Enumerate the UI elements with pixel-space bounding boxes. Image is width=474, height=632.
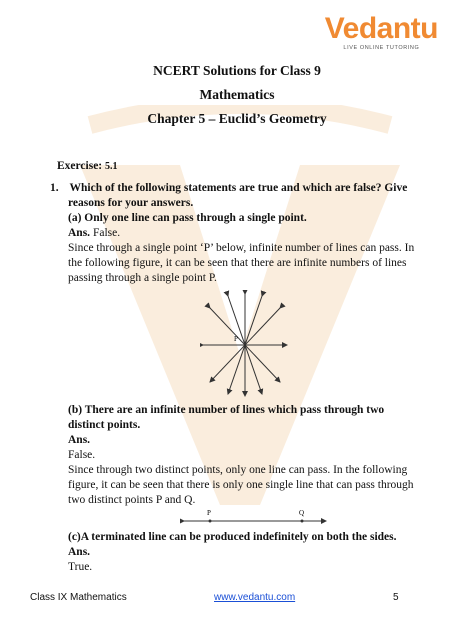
vedantu-logo bbox=[325, 14, 438, 51]
part-a-ans-label: Ans. bbox=[68, 227, 91, 239]
part-a-ans-value: False. bbox=[92, 227, 121, 239]
footer-link-wrap bbox=[214, 592, 295, 603]
subject-title: Mathematics bbox=[199, 87, 275, 102]
exercise-heading bbox=[57, 160, 118, 172]
part-c-statement: (c)A terminated line can be produced indefinitely on both the sides. bbox=[68, 531, 397, 543]
document-title: NCERT Solutions for Class 9 bbox=[153, 63, 321, 78]
lines-through-point-figure bbox=[200, 290, 290, 400]
part-b-ans-value: False. bbox=[68, 449, 96, 461]
footer-website-link[interactable]: www.vedantu.com bbox=[214, 592, 296, 603]
logo-wordmark: Vedantu bbox=[324, 12, 438, 45]
part-b-statement-line1: (b) There are an infinite number of lines which pass through two bbox=[68, 404, 385, 416]
logo-tagline: LIVE ONLINE TUTORING bbox=[343, 45, 420, 51]
question-1 bbox=[50, 181, 430, 196]
exercise-label: Exercise: bbox=[57, 160, 103, 172]
part-b-explanation-1: Since through two distinct points, only one line can pass. In the following bbox=[68, 464, 408, 476]
part-b-explanation-2: figure, it can be seen that there is only one single line that can pass through bbox=[68, 479, 414, 491]
question-number: 1. bbox=[50, 182, 59, 194]
page-number: 5 bbox=[393, 592, 399, 603]
part-a-statement: (a) Only one line can pass through a single point. bbox=[68, 212, 307, 224]
part-c-ans-value: True. bbox=[68, 561, 93, 573]
question-text-line1: Which of the following statements are true and which are false? Give bbox=[69, 182, 408, 194]
part-a-explanation-2: the following figure, it can be seen that there are infinite numbers of lines bbox=[68, 257, 407, 269]
part-a-answer bbox=[68, 226, 420, 241]
figure-point-q-label: Q bbox=[299, 509, 305, 517]
exercise-number: 5.1 bbox=[105, 161, 118, 172]
part-c-ans-label: Ans. bbox=[68, 546, 91, 558]
part-b-explanation-3: two distinct points P and Q. bbox=[68, 494, 196, 506]
line-through-two-points-figure bbox=[180, 508, 330, 526]
chapter-title: Chapter 5 – Euclid’s Geometry bbox=[147, 111, 327, 126]
figure-point-p-label: P bbox=[207, 509, 211, 517]
figure-point-label: P bbox=[234, 335, 238, 343]
footer-class-label: Class IX Mathematics bbox=[30, 592, 127, 603]
part-b-ans-label: Ans. bbox=[68, 434, 91, 446]
part-a-explanation-3: passing through a single point P. bbox=[68, 272, 217, 284]
part-a-explanation-1: Since through a single point ‘P’ below, infinite number of lines can pass. In bbox=[68, 242, 415, 254]
question-text-line2: reasons for your answers. bbox=[68, 197, 194, 209]
part-b-statement-line2: distinct points. bbox=[68, 419, 141, 431]
